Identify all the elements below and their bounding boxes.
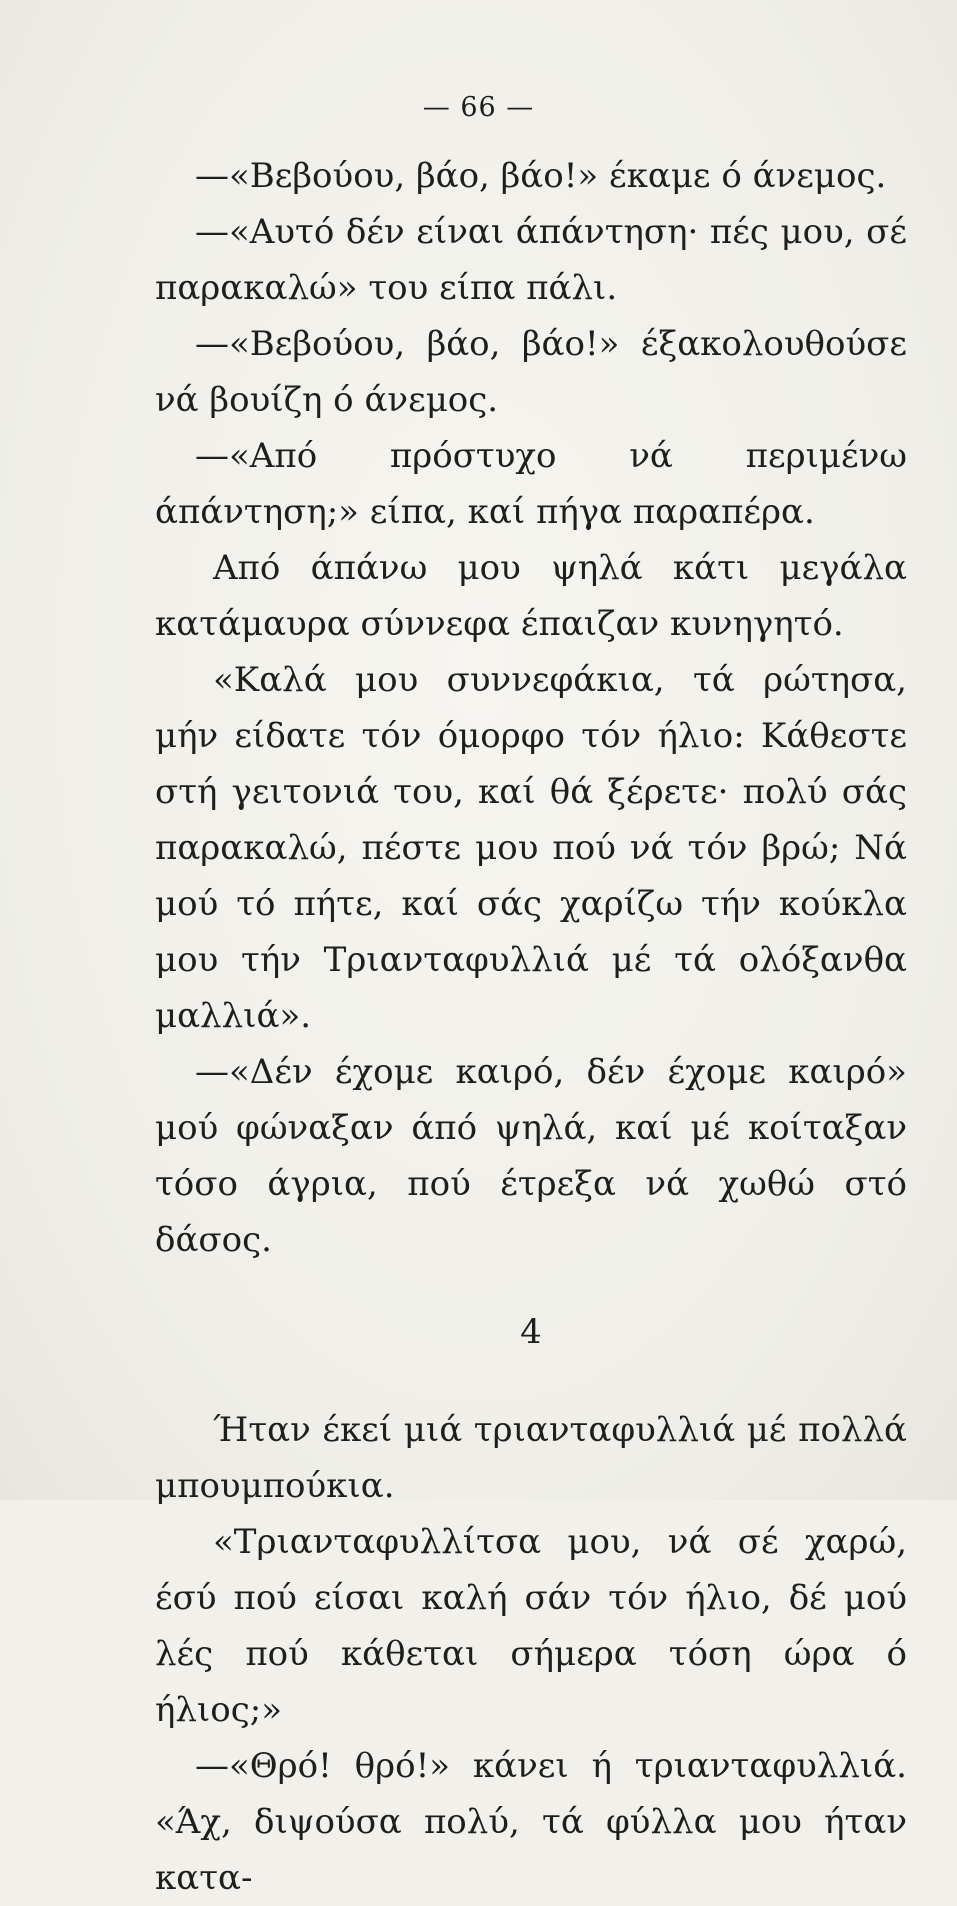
paragraph: Ήταν έκεί μιά τριανταφυλλιά μέ πολλά μπουμπούκια. (155, 1410, 907, 1506)
paragraph: «Καλά μου συννεφάκια, τά ρώτησα, μήν είδατε τόν όμορφο τόν ήλιο: Κάθεστε στή γειτονιά του, καί θά ξέρετε· πολύ σάς παρακαλώ, πέστε μου πού νά τόν βρώ; Νά μού τό πήτε, καί σάς χαρίζω τήν κούκλα μου τήν Τριανταφυλλιά μέ τά ολόξανθα μαλλιά». (155, 660, 907, 1036)
paragraph: —«Βεβούου, βάο, βάο!» έκαμε ό άνεμος. (195, 156, 887, 196)
paragraph: —«Δέν έχομε καιρό, δέν έχομε καιρό» μού φώναξαν άπό ψηλά, καί μέ κοίταξαν τόσο άγρια, πού έτρεξα νά χωθώ στό δάσος. (155, 1052, 907, 1260)
paragraph: —«Βεβούου, βάο, βάο!» έξακολουθούσε νά βουίζη ό άνεμος. (155, 324, 907, 420)
section-number: 4 (520, 1312, 542, 1352)
page-text (155, 148, 907, 1906)
paragraph: Από άπάνω μου ψηλά κάτι μεγάλα κατάμαυρα σύννεφα έπαιζαν κυνηγητό. (155, 548, 907, 644)
paragraph: —«Θρό! θρό!» κάνει ή τριανταφυλλιά. «Άχ, διψούσα πολύ, τά φύλλα μου ήταν κατα- (155, 1746, 907, 1898)
paragraph: —«Από πρόστυχο νά περιμένω άπάντηση;» είπα, καί πήγα παραπέρα. (155, 436, 907, 532)
paragraph: —«Αυτό δέν είναι άπάντηση· πές μου, σέ παρακαλώ» του είπα πάλι. (155, 212, 907, 308)
page-number: — 66 — (422, 92, 535, 123)
paragraph: «Τριανταφυλλίτσα μου, νά σέ χαρώ, έσύ πού είσαι καλή σάν τόν ήλιο, δέ μού λές πού κάθεται σήμερα τόση ώρα ό ήλιος;» (155, 1522, 907, 1730)
